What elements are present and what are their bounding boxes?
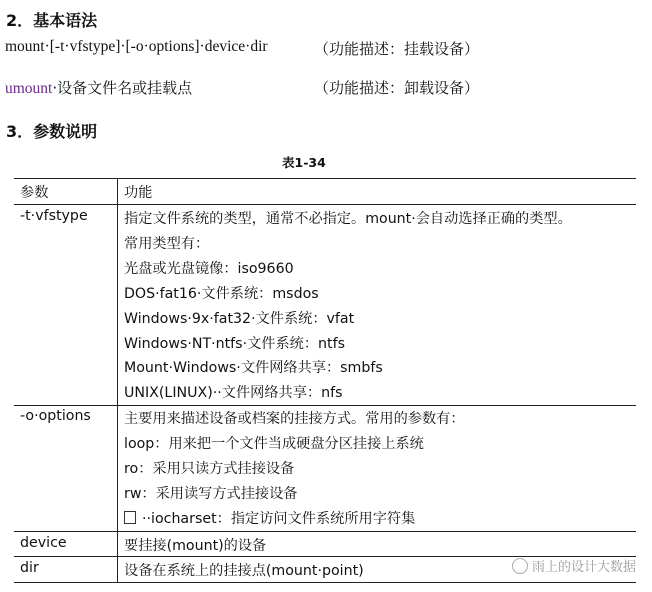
umount-argument: ·设备文件名或挂载点 <box>52 79 193 97</box>
table-row-rule <box>14 405 636 406</box>
function-line: 设备在系统上的挂接点(mount·point) <box>124 563 364 579</box>
param-cell: -o·options <box>20 408 91 424</box>
function-line: Windows·NT·ntfs·文件系统：ntfs <box>124 336 345 352</box>
umount-command: umount <box>5 80 53 97</box>
table-caption: 表1-34 <box>282 155 326 170</box>
table-bottom-rule <box>14 582 636 583</box>
function-line: 主要用来描述设备或档案的挂接方式。常用的参数有： <box>124 411 465 427</box>
section-2-heading: 2．基本语法 <box>6 11 98 30</box>
table-column-divider <box>117 178 118 583</box>
mount-description: （功能描述：挂载设备） <box>314 40 480 58</box>
watermark-text: 雨上的设计大数据 <box>532 560 637 575</box>
function-line: Mount·Windows·文件网络共享：smbfs <box>124 360 383 376</box>
mount-syntax: mount·[-t·vfstype]·[-o·options]·device·dir <box>5 38 268 55</box>
function-line <box>124 508 415 528</box>
umount-syntax <box>5 77 192 98</box>
header-function: 功能 <box>124 185 153 201</box>
checkbox-glyph-icon <box>124 511 136 524</box>
table-row-rule <box>14 531 636 532</box>
watermark <box>512 556 636 575</box>
function-line: UNIX(LINUX)··文件网络共享：nfs <box>124 385 343 401</box>
param-cell: device <box>20 535 67 551</box>
function-line: DOS·fat16·文件系统：msdos <box>124 286 319 302</box>
function-line: ro：采用只读方式挂接设备 <box>124 461 295 477</box>
function-line: rw：采用读写方式挂接设备 <box>124 486 298 502</box>
function-line: 指定文件系统的类型，通常不必指定。mount·会自动选择正确的类型。 <box>124 211 572 227</box>
function-line: 常用类型有： <box>124 236 210 252</box>
param-cell: dir <box>20 560 39 576</box>
function-line: loop：用来把一个文件当成硬盘分区挂接上系统 <box>124 436 424 452</box>
header-param: 参数 <box>20 185 49 201</box>
param-cell: -t·vfstype <box>20 208 88 224</box>
table-header-rule <box>14 204 636 205</box>
iocharset-text: ··iocharset：指定访问文件系统所用字符集 <box>142 511 416 527</box>
function-line: 要挂接(mount)的设备 <box>124 538 267 554</box>
wechat-logo-icon <box>512 558 528 574</box>
function-line: Windows·9x·fat32·文件系统：vfat <box>124 311 355 327</box>
umount-description: （功能描述：卸载设备） <box>314 79 480 97</box>
section-3-heading: 3．参数说明 <box>6 122 98 141</box>
table-top-rule <box>14 178 636 179</box>
function-line: 光盘或光盘镜像：iso9660 <box>124 261 294 277</box>
